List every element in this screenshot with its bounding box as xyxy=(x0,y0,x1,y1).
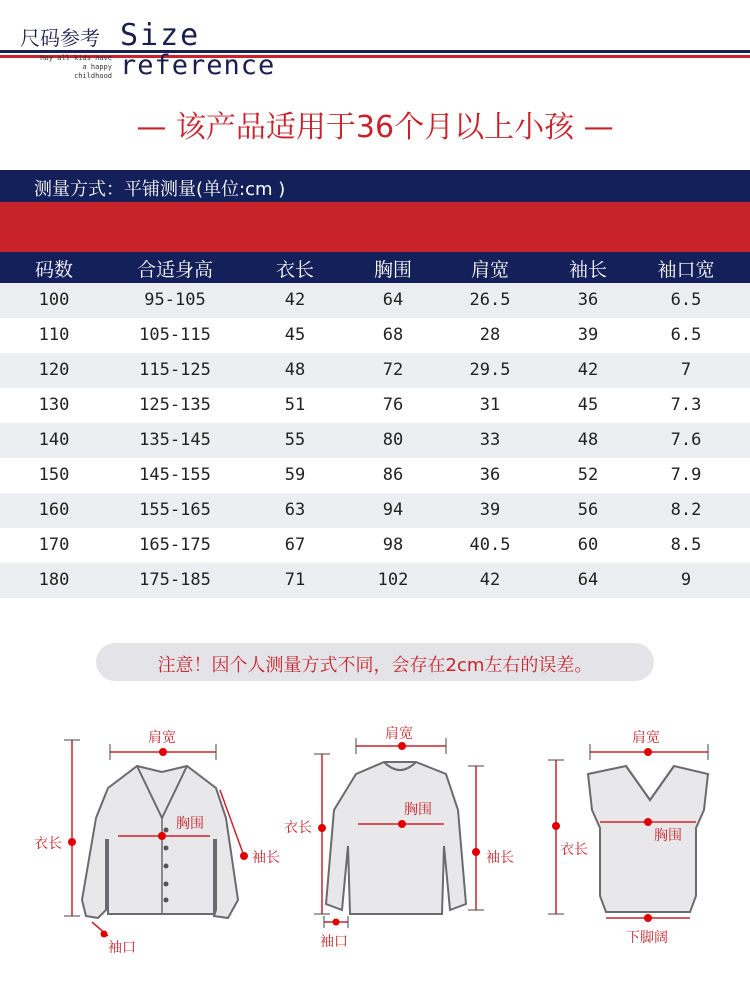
table-cell: 59 xyxy=(284,465,306,485)
sweater-chest-label: 胸围 xyxy=(404,802,432,818)
table-cell: 80 xyxy=(382,430,404,450)
table-cell: 102 xyxy=(377,570,409,590)
table-cell: 7 xyxy=(680,360,692,380)
table-cell: 36 xyxy=(577,290,599,310)
table-row xyxy=(0,283,750,318)
table-cell: 31 xyxy=(479,395,501,415)
sweater-shoulder-label: 肩宽 xyxy=(385,726,413,742)
table-cell: 7.6 xyxy=(670,430,702,450)
table-cell: 36 xyxy=(479,465,501,485)
table-cell: 165-175 xyxy=(139,535,211,555)
garment-diagrams xyxy=(0,700,750,996)
table-row xyxy=(0,528,750,563)
table-cell: 170 xyxy=(38,535,70,555)
table-cell: 67 xyxy=(284,535,306,555)
cardigan-sleeve-label: 袖长 xyxy=(252,850,280,866)
table-cell: 76 xyxy=(382,395,404,415)
tagline-line-2: a happy xyxy=(82,63,112,71)
table-cell: 175-185 xyxy=(139,570,211,590)
cardigan-diagram xyxy=(34,730,280,956)
table-cell: 135-145 xyxy=(139,430,211,450)
tagline-line-1: May all kids have xyxy=(40,54,112,62)
table-cell: 64 xyxy=(577,570,599,590)
table-cell: 39 xyxy=(479,500,501,520)
table-cell: 45 xyxy=(577,395,599,415)
table-cell: 71 xyxy=(284,570,306,590)
table-cell: 48 xyxy=(577,430,599,450)
method-text: 测量方式：平铺测量(单位:cm ) xyxy=(34,179,286,200)
measurement-note-text: 注意！因个人测量方式不同，会存在2cm左右的误差。 xyxy=(157,655,593,676)
table-cell: 28 xyxy=(479,325,501,345)
table-header-cell: 袖口宽 xyxy=(657,259,715,281)
cardigan-shoulder-label: 肩宽 xyxy=(148,730,176,746)
sweater-outline xyxy=(326,762,466,914)
table-cell: 48 xyxy=(284,360,306,380)
table-cell: 98 xyxy=(382,535,404,555)
table-cell: 29.5 xyxy=(469,360,511,380)
vest-shoulder-label: 肩宽 xyxy=(632,730,660,746)
table-cell: 95-105 xyxy=(144,290,206,310)
table-cell: 56 xyxy=(577,500,599,520)
measurement-note xyxy=(96,643,654,681)
table-cell: 39 xyxy=(577,325,599,345)
table-row xyxy=(0,388,750,423)
table-cell: 42 xyxy=(479,570,501,590)
table-cell: 42 xyxy=(284,290,306,310)
table-header-cell: 合适身高 xyxy=(136,259,214,281)
vest-chest-label: 胸围 xyxy=(654,828,682,844)
table-cell: 9 xyxy=(680,570,692,590)
table-cell: 100 xyxy=(38,290,70,310)
table-cell: 180 xyxy=(38,570,70,590)
table-row xyxy=(0,563,750,598)
cardigan-outline xyxy=(82,766,238,918)
table-cell: 33 xyxy=(479,430,501,450)
table-cell: 6.5 xyxy=(670,290,702,310)
size-table-header xyxy=(0,252,750,283)
header-line-red xyxy=(0,55,750,58)
table-cell: 8.2 xyxy=(670,500,702,520)
table-cell: 140 xyxy=(38,430,70,450)
sweater-sleeve-label: 袖长 xyxy=(486,850,514,866)
table-cell: 155-165 xyxy=(139,500,211,520)
table-header-cell: 肩宽 xyxy=(470,259,510,281)
table-cell: 145-155 xyxy=(139,465,211,485)
vest-length-label: 衣长 xyxy=(560,842,588,858)
tagline-line-3: childhood xyxy=(74,72,112,80)
method-banner-red-band xyxy=(0,202,750,252)
table-cell: 105-115 xyxy=(139,325,211,345)
table-row xyxy=(0,353,750,388)
table-cell: 68 xyxy=(382,325,404,345)
table-cell: 150 xyxy=(38,465,70,485)
header-title-cn: 尺码参考 xyxy=(20,26,100,50)
table-cell: 55 xyxy=(284,430,306,450)
table-cell: 72 xyxy=(382,360,404,380)
header-line-navy xyxy=(0,50,750,53)
sweater-cuff-label: 袖口 xyxy=(320,934,348,950)
table-cell: 115-125 xyxy=(139,360,211,380)
table-cell: 60 xyxy=(577,535,599,555)
vest-hem-label: 下脚阔 xyxy=(626,930,668,946)
header-title-en-reference: reference xyxy=(120,50,276,81)
table-cell: 8.5 xyxy=(670,535,702,555)
table-cell: 51 xyxy=(284,395,306,415)
cardigan-cuff-label: 袖口 xyxy=(108,940,136,956)
table-cell: 26.5 xyxy=(469,290,511,310)
table-cell: 125-135 xyxy=(139,395,211,415)
table-row xyxy=(0,318,750,353)
vest-diagram xyxy=(548,730,708,946)
vest-outline xyxy=(588,766,708,912)
table-cell: 7.3 xyxy=(670,395,702,415)
table-cell: 86 xyxy=(382,465,404,485)
table-header-cell: 码数 xyxy=(34,259,74,281)
table-cell: 160 xyxy=(38,500,70,520)
table-row xyxy=(0,458,750,493)
table-cell: 130 xyxy=(38,395,70,415)
header-title-en-size: Size xyxy=(120,18,201,53)
table-row xyxy=(0,493,750,528)
table-cell: 110 xyxy=(38,325,70,345)
table-cell: 45 xyxy=(284,325,306,345)
age-subtitle: — 该产品适用于36个月以上小孩 — xyxy=(136,110,614,145)
table-header-cell: 衣长 xyxy=(275,259,315,281)
table-cell: 40.5 xyxy=(469,535,511,555)
table-header-cell: 胸围 xyxy=(373,259,413,281)
method-banner xyxy=(0,170,750,202)
table-cell: 120 xyxy=(38,360,70,380)
table-cell: 63 xyxy=(284,500,306,520)
header-tagline xyxy=(22,54,112,81)
sweater-diagram xyxy=(284,726,514,950)
sweater-length-label: 衣长 xyxy=(284,820,312,836)
table-cell: 94 xyxy=(382,500,404,520)
table-cell: 64 xyxy=(382,290,404,310)
table-cell: 52 xyxy=(577,465,599,485)
table-row xyxy=(0,423,750,458)
table-cell: 42 xyxy=(577,360,599,380)
table-header-cell: 袖长 xyxy=(568,259,608,281)
cardigan-chest-label: 胸围 xyxy=(176,816,204,832)
table-cell: 6.5 xyxy=(670,325,702,345)
cardigan-length-label: 衣长 xyxy=(34,836,62,852)
table-cell: 7.9 xyxy=(670,465,702,485)
